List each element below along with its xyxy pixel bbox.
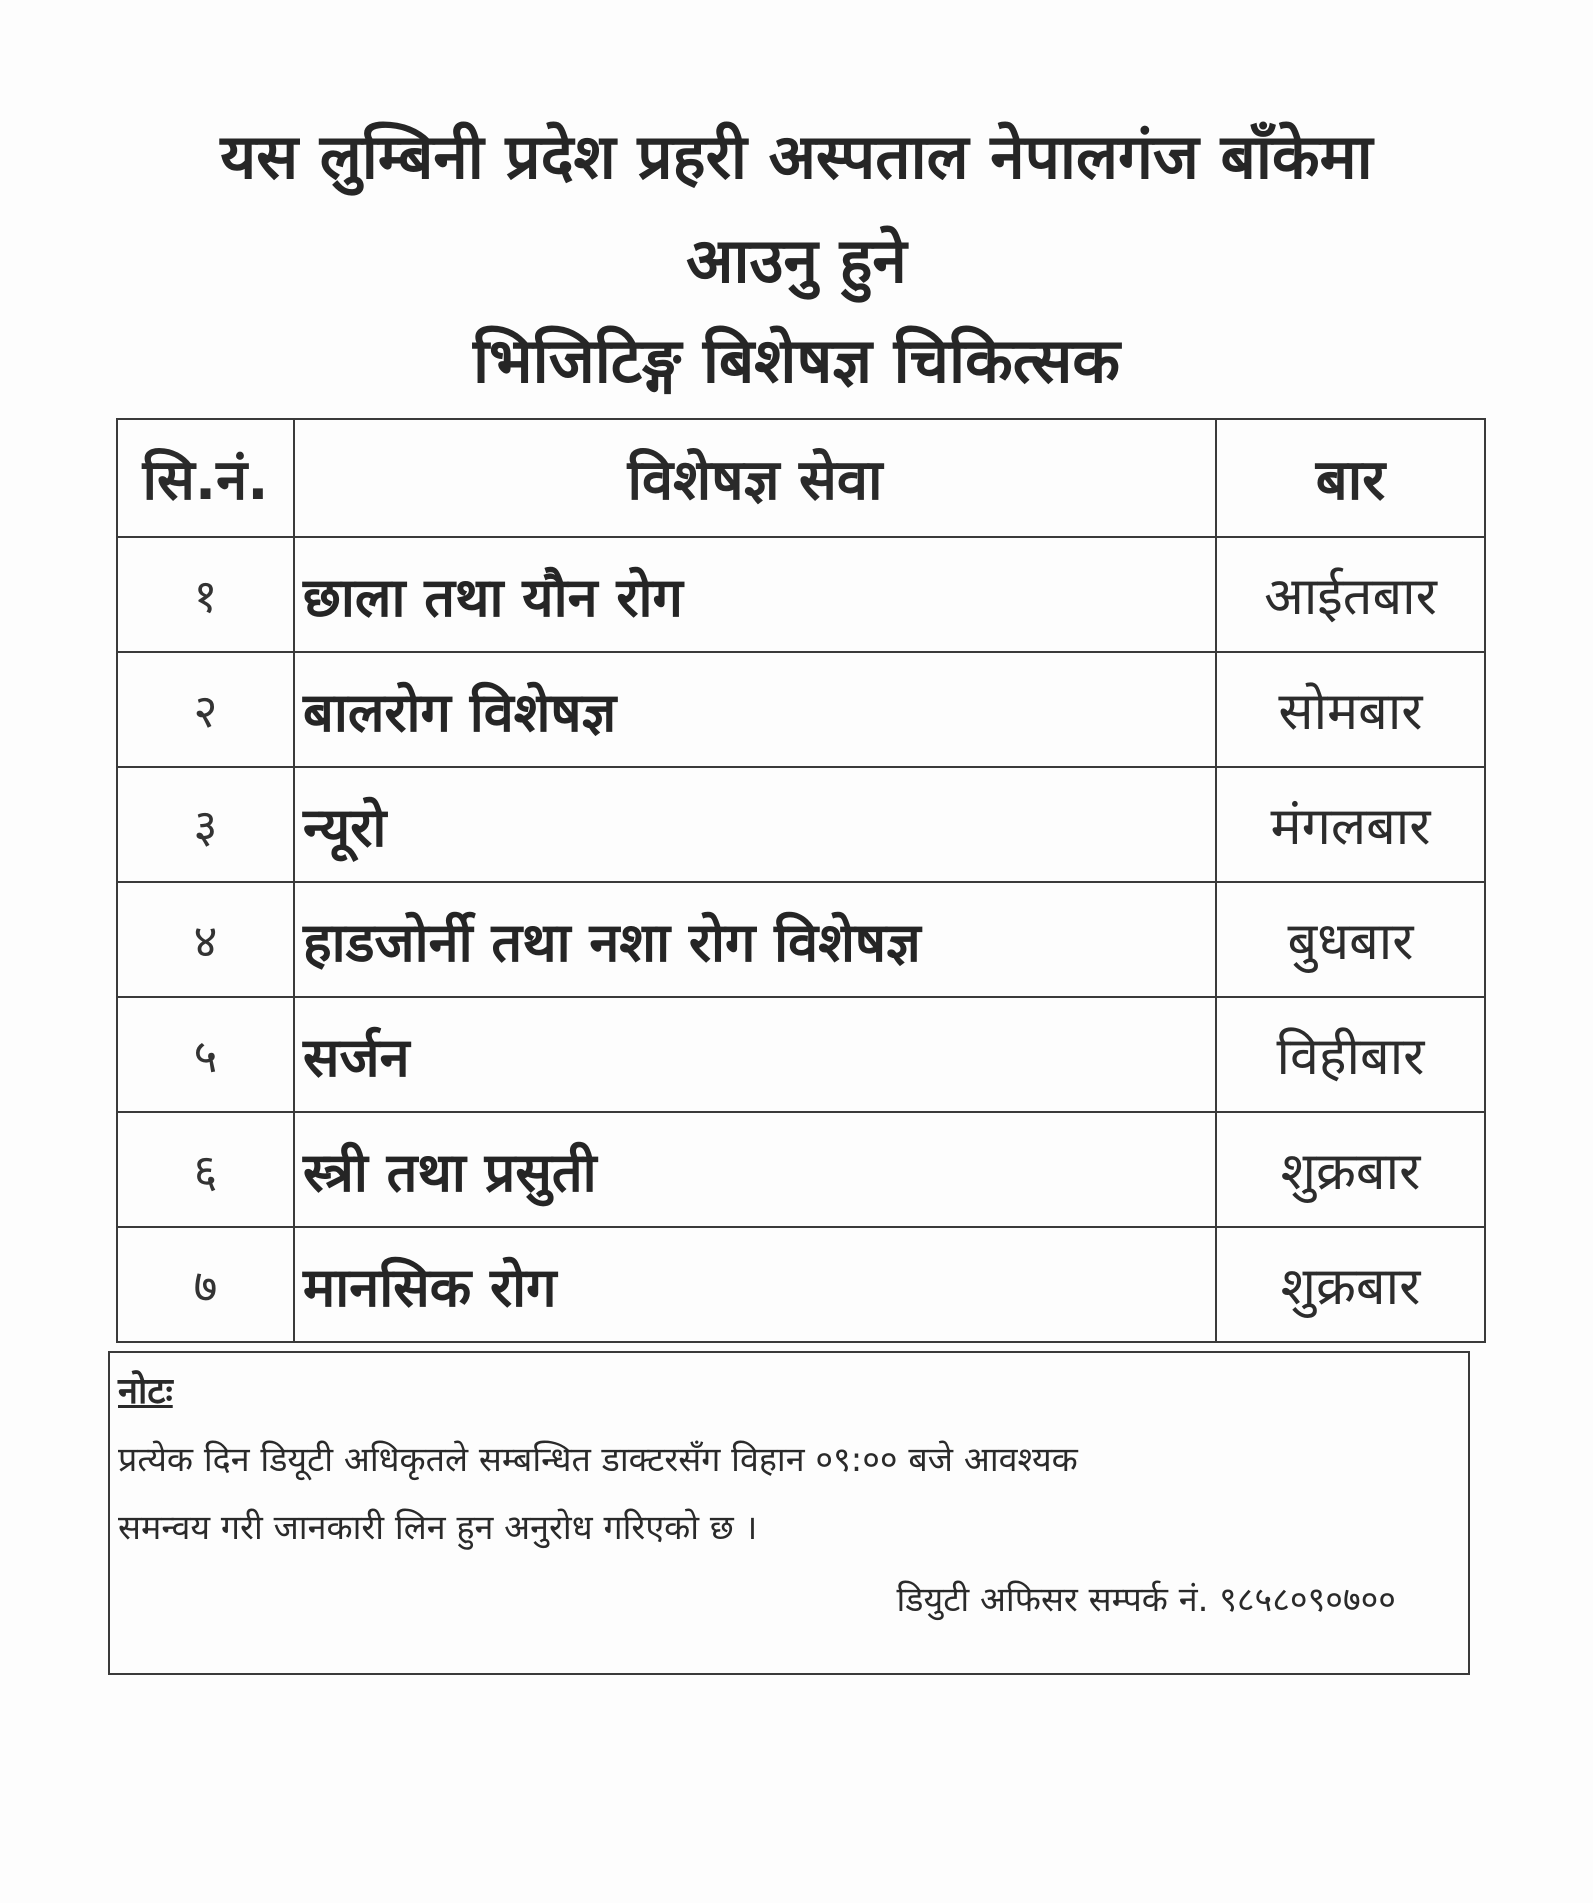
- page-title-line-1: यस लुम्बिनी प्रदेश प्रहरी अस्पताल नेपालगंज बाँकेमा: [220, 120, 1373, 193]
- table-row: [117, 537, 1485, 652]
- row-day: बुधबार: [1216, 882, 1485, 997]
- row-day: सोमबार: [1216, 652, 1485, 767]
- table-row: [117, 882, 1485, 997]
- table-row: [117, 652, 1485, 767]
- row-serial-number: १: [117, 537, 294, 652]
- note-text-line-1: प्रत्येक दिन डियूटी अधिकृतले सम्बन्धित डाक्टरसँग विहान ०९:०० बजे आवश्यक: [118, 1440, 1078, 1480]
- row-day: आईतबार: [1216, 537, 1485, 652]
- page-title-line-2: आउनु हुने: [686, 224, 907, 297]
- row-day: विहीबार: [1216, 997, 1485, 1112]
- note-label: नोटः: [118, 1371, 173, 1412]
- table-row: [117, 767, 1485, 882]
- header-day: बार: [1216, 419, 1485, 537]
- row-serial-number: २: [117, 652, 294, 767]
- table-row: [117, 1112, 1485, 1227]
- note-text-line-2: समन्वय गरी जानकारी लिन हुन अनुरोध गरिएको छ ।: [118, 1508, 758, 1548]
- row-day: शुक्रबार: [1216, 1227, 1485, 1342]
- row-serial-number: ३: [117, 767, 294, 882]
- row-service: सर्जन: [294, 997, 1216, 1112]
- row-serial-number: ५: [117, 997, 294, 1112]
- row-day: शुक्रबार: [1216, 1112, 1485, 1227]
- table-row: [117, 1227, 1485, 1342]
- header-serial-number: सि.नं.: [117, 419, 294, 537]
- row-service: छाला तथा यौन रोग: [294, 537, 1216, 652]
- table-header-row: [117, 419, 1485, 537]
- row-day: मंगलबार: [1216, 767, 1485, 882]
- row-service: न्यूरो: [294, 767, 1216, 882]
- page-title-line-3: भिजिटिङ्ग बिशेषज्ञ चिकित्सक: [473, 324, 1120, 397]
- row-service: मानसिक रोग: [294, 1227, 1216, 1342]
- row-serial-number: ४: [117, 882, 294, 997]
- specialist-schedule-table: [116, 418, 1486, 1343]
- row-service: स्त्री तथा प्रसुती: [294, 1112, 1216, 1227]
- note-box: [108, 1351, 1470, 1675]
- table-row: [117, 997, 1485, 1112]
- row-serial-number: ६: [117, 1112, 294, 1227]
- duty-officer-contact: डियुटी अफिसर सम्पर्क नं. ९८५८०९०७००: [896, 1580, 1396, 1620]
- row-service: बालरोग विशेषज्ञ: [294, 652, 1216, 767]
- row-serial-number: ७: [117, 1227, 294, 1342]
- header-specialist-service: विशेषज्ञ सेवा: [294, 419, 1216, 537]
- row-service: हाडजोर्नी तथा नशा रोग विशेषज्ञ: [294, 882, 1216, 997]
